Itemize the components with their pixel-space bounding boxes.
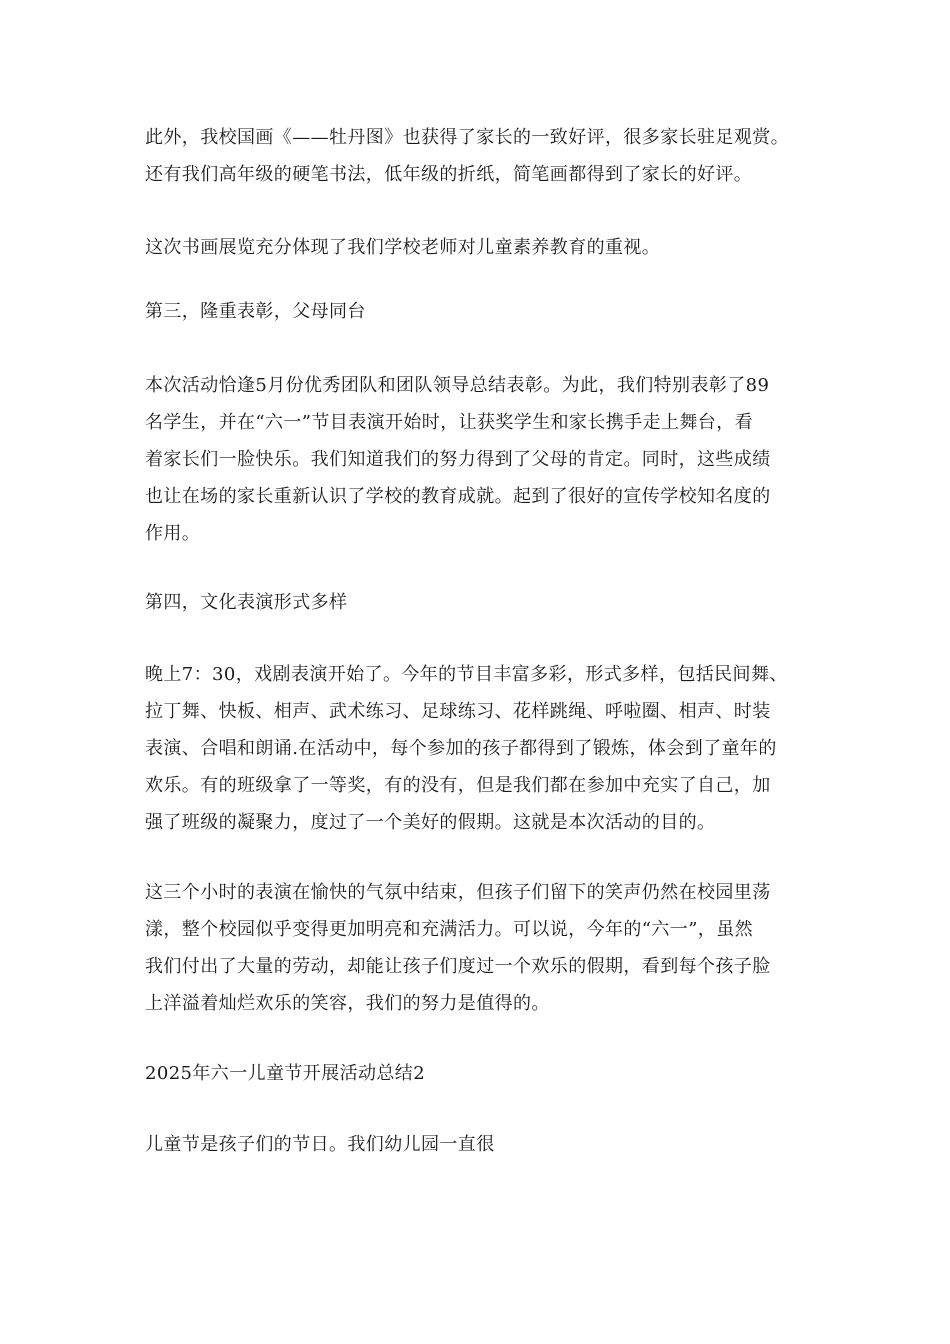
text-line: 拉丁舞、快板、相声、武术练习、足球练习、花样跳绳、呼啦圈、相声、时装 [145,701,771,722]
text-line: 欢乐。有的班级拿了一等奖，有的没有，但是我们都在参加中充实了自己，加 [145,775,771,796]
text-line: 作用。 [145,523,201,544]
section-title-summary-2 [145,1055,813,1092]
text-line: 名学生，并在“六一”节目表演开始时，让获奖学生和家长携手走上舞台，看 [145,412,754,433]
text-line: 着家长们一脸快乐。我们知道我们的努力得到了父母的肯定。同时，这些成绩 [145,449,771,470]
paragraph-childrens-day-intro [145,1126,813,1163]
text-line: 还有我们高年级的硬笔书法，低年级的折纸，简笔画都得到了家长的好评。 [145,164,753,185]
text-line: 强了班级的凝聚力，度过了一个美好的假期。这就是本次活动的目的。 [145,812,716,833]
section-heading-fourth [145,584,813,621]
text-line: 表演、合唱和朗诵.在活动中，每个参加的孩子都得到了锻炼，体会到了童年的 [145,738,777,759]
text-line: 第四，文化表演形式多样 [145,592,348,613]
text-line: 此外，我校国画《——牡丹图》也获得了家长的一致好评，很多家长驻足观赏。 [145,127,789,148]
text-line: 漾，整个校园似乎变得更加明亮和充满活力。可以说，今年的“六一”，虽然 [145,919,754,940]
text-line: 上洋溢着灿烂欢乐的笑容，我们的努力是值得的。 [145,993,550,1014]
paragraph-commendation [145,367,813,552]
text-line: 我们付出了大量的劳动，却能让孩子们度过一个欢乐的假期，看到每个孩子脸 [145,956,771,977]
paragraph-performances [145,656,813,841]
text-line: 2025年六一儿童节开展活动总结2 [145,1063,426,1084]
text-line: 也让在场的家长重新认识了学校的教育成就。起到了很好的宣传学校知名度的 [145,486,771,507]
paragraph-conclusion [145,874,813,1022]
paragraph-exhibition-praise [145,119,813,193]
paragraph-exhibition-summary [145,229,813,266]
text-line: 晚上7：30，戏剧表演开始了。今年的节目丰富多彩，形式多样，包括民间舞、 [145,664,788,685]
text-line: 儿童节是孩子们的节日。我们幼儿园一直很 [145,1134,495,1155]
text-line: 第三，隆重表彰，父母同台 [145,301,366,322]
text-line: 这三个小时的表演在愉快的气氛中结束，但孩子们留下的笑声仍然在校园里荡 [145,882,771,903]
section-heading-third [145,293,813,330]
text-line: 本次活动恰逢5月份优秀团队和团队领导总结表彰。为此，我们特别表彰了89 [145,375,770,396]
text-line: 这次书画展览充分体现了我们学校老师对儿童素养教育的重视。 [145,237,661,258]
